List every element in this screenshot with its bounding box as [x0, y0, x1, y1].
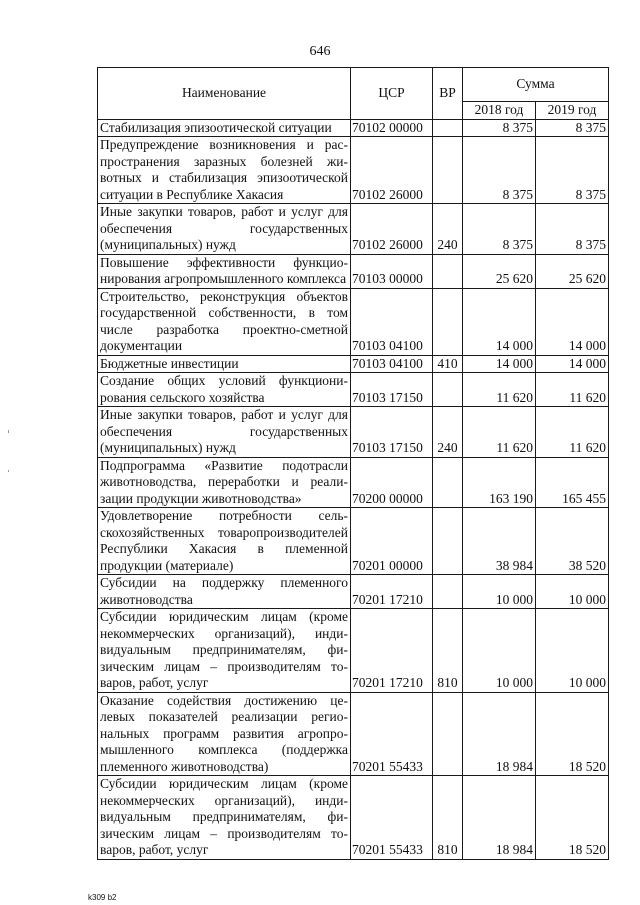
row-name: Повышение эффективности функционирования агропромышленного комплекса — [98, 254, 351, 288]
row-vr-code — [433, 457, 463, 508]
row-sum-2019: 11 620 — [536, 407, 609, 458]
row-vr-code — [433, 508, 463, 575]
page-number: 646 — [309, 44, 331, 59]
row-sum-2018: 10 000 — [463, 575, 536, 609]
header-year-2019: 2019 год — [536, 102, 609, 120]
row-vr-code — [433, 288, 463, 355]
row-name: Создание общих условий функционирования сельского хозяйства — [98, 373, 351, 407]
row-vr-code: 240 — [433, 407, 463, 458]
row-csr-code: 70102 00000 — [351, 119, 433, 137]
table-row — [98, 407, 609, 458]
row-name: Бюджетные инвестиции — [98, 355, 351, 373]
row-vr-code — [433, 254, 463, 288]
header-name: Наименование — [98, 68, 351, 120]
header-year-2018: 2018 год — [463, 102, 536, 120]
row-sum-2019: 38 520 — [536, 508, 609, 575]
row-sum-2018: 10 000 — [463, 609, 536, 693]
table-row — [98, 692, 609, 776]
row-name: Субсидии юридическим лицам (кроме некоммерческих организаций), индивидуальным предпринимателям, физическим лицам – производителям товаров, работ, услуг — [98, 776, 351, 860]
row-vr-code: 410 — [433, 355, 463, 373]
row-sum-2018: 11 620 — [463, 407, 536, 458]
row-sum-2019: 8 375 — [536, 137, 609, 204]
row-name: Иные закупки товаров, работ и услуг для обеспечения государственных (муниципальных) нужд — [98, 204, 351, 255]
row-csr-code: 70201 55433 — [351, 776, 433, 860]
table-row — [98, 373, 609, 407]
row-csr-code: 70201 17210 — [351, 575, 433, 609]
row-vr-code — [433, 692, 463, 776]
row-vr-code: 810 — [433, 776, 463, 860]
row-sum-2018: 163 190 — [463, 457, 536, 508]
row-csr-code: 70103 17150 — [351, 407, 433, 458]
row-csr-code: 70103 17150 — [351, 373, 433, 407]
row-sum-2019: 14 000 — [536, 288, 609, 355]
row-csr-code: 70103 00000 — [351, 254, 433, 288]
row-name: Иные закупки товаров, работ и услуг для обеспечения государственных (муниципальных) нужд — [98, 407, 351, 458]
row-sum-2018: 14 000 — [463, 355, 536, 373]
row-sum-2019: 8 375 — [536, 204, 609, 255]
table-row — [98, 457, 609, 508]
row-vr-code — [433, 137, 463, 204]
margin-mark — [8, 430, 9, 433]
row-csr-code: 70102 26000 — [351, 137, 433, 204]
row-sum-2019: 18 520 — [536, 692, 609, 776]
row-vr-code — [433, 575, 463, 609]
row-sum-2018: 18 984 — [463, 776, 536, 860]
row-vr-code — [433, 373, 463, 407]
row-sum-2018: 25 620 — [463, 254, 536, 288]
row-vr-code: 810 — [433, 609, 463, 693]
table-row — [98, 254, 609, 288]
row-name: Субсидии на поддержку племенного животноводства — [98, 575, 351, 609]
table-row — [98, 288, 609, 355]
row-csr-code: 70201 17210 — [351, 609, 433, 693]
budget-table — [97, 67, 609, 860]
header-vr: ВР — [433, 68, 463, 120]
row-csr-code: 70103 04100 — [351, 355, 433, 373]
table-body — [98, 119, 609, 859]
table-row — [98, 137, 609, 204]
header-csr: ЦСР — [351, 68, 433, 120]
row-sum-2018: 8 375 — [463, 137, 536, 204]
row-sum-2018: 14 000 — [463, 288, 536, 355]
row-name: Оказание содействия достижению целевых показателей реализации региональных программ развития агропромышленного комплекса (поддержка племенного животноводства) — [98, 692, 351, 776]
row-sum-2019: 11 620 — [536, 373, 609, 407]
row-vr-code: 240 — [433, 204, 463, 255]
row-csr-code: 70201 55433 — [351, 692, 433, 776]
row-sum-2018: 18 984 — [463, 692, 536, 776]
table-row — [98, 575, 609, 609]
table-row — [98, 119, 609, 137]
row-name: Предупреждение возникновения и распространения заразных болезней животных и стабилизация эпизоотической ситуации в Республике Хакасия — [98, 137, 351, 204]
margin-mark — [8, 470, 9, 472]
row-sum-2019: 8 375 — [536, 119, 609, 137]
table-row — [98, 204, 609, 255]
row-sum-2018: 38 984 — [463, 508, 536, 575]
table-row — [98, 776, 609, 860]
row-sum-2019: 18 520 — [536, 776, 609, 860]
row-sum-2019: 165 455 — [536, 457, 609, 508]
row-sum-2018: 8 375 — [463, 204, 536, 255]
footer-code: k309 b2 — [88, 893, 117, 902]
table-row — [98, 355, 609, 373]
row-csr-code: 70201 00000 — [351, 508, 433, 575]
row-sum-2019: 10 000 — [536, 609, 609, 693]
row-name: Подпрограмма «Развитие подотрасли животноводства, переработки и реализации продукции животноводства» — [98, 457, 351, 508]
table-row — [98, 609, 609, 693]
row-sum-2019: 25 620 — [536, 254, 609, 288]
row-vr-code — [433, 119, 463, 137]
table-row — [98, 508, 609, 575]
row-name: Субсидии юридическим лицам (кроме некоммерческих организаций), индивидуальным предпринимателям, физическим лицам – производителям товаров, работ, услуг — [98, 609, 351, 693]
row-sum-2019: 10 000 — [536, 575, 609, 609]
header-sum: Сумма — [463, 68, 609, 102]
row-csr-code: 70102 26000 — [351, 204, 433, 255]
row-name: Удовлетворение потребности сельскохозяйственных товаропроизводителей Республики Хакасия в племенной продукции (материале) — [98, 508, 351, 575]
row-csr-code: 70103 04100 — [351, 288, 433, 355]
row-name: Строительство, реконструкция объектов государственной собственности, в том числе разработка проектно-сметной документации — [98, 288, 351, 355]
row-csr-code: 70200 00000 — [351, 457, 433, 508]
row-name: Стабилизация эпизоотической ситуации — [98, 119, 351, 137]
row-sum-2018: 11 620 — [463, 373, 536, 407]
row-sum-2019: 14 000 — [536, 355, 609, 373]
row-sum-2018: 8 375 — [463, 119, 536, 137]
